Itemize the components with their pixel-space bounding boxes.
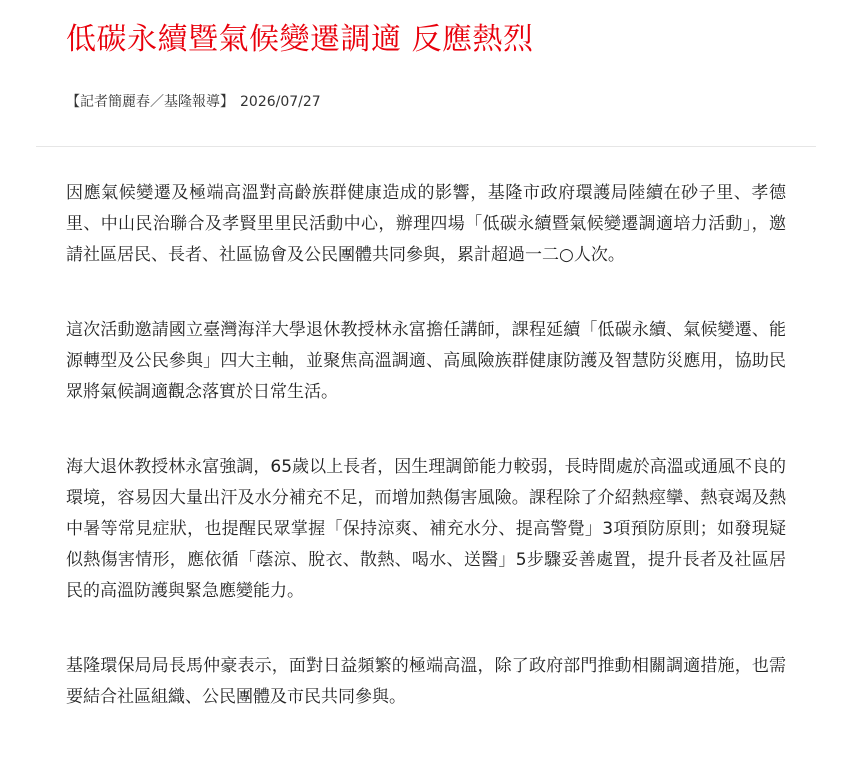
- header-divider: [36, 146, 816, 147]
- article-byline: [66, 92, 321, 112]
- reporter-credit: 【記者簡麗春／基隆報導】: [66, 94, 234, 110]
- article-paragraph: 基隆環保局局長馬仲豪表示，面對日益頻繁的極端高溫，除了政府部門推動相關調適措施，也需要結合社區組織、公民團體及市民共同參與。: [66, 656, 786, 707]
- article-body: [66, 178, 786, 757]
- article-paragraph: 海大退休教授林永富強調，65歲以上長者，因生理調節能力較弱，長時間處於高溫或通風不良的環境，容易因大量出汗及水分補充不足，而增加熱傷害風險。課程除了介紹熱痙攣、熱衰竭及熱中暑等常見症狀，也提醒民眾掌握「保持涼爽、補充水分、提高警覺」3項預防原則；如發現疑似熱傷害情形，應依循「蔭涼、脫衣、散熱、喝水、送醫」5步驟妥善處置，提升長者及社區居民的高溫防護與緊急應變能力。: [66, 457, 786, 601]
- article-headline: 低碳永續暨氣候變遷調適 反應熱烈: [66, 22, 534, 57]
- article-paragraph: 這次活動邀請國立臺灣海洋大學退休教授林永富擔任講師，課程延續「低碳永續、氣候變遷、能源轉型及公民參與」四大主軸，並聚焦高溫調適、高風險族群健康防護及智慧防災應用，協助民眾將氣候調適觀念落實於日常生活。: [66, 320, 786, 402]
- article-paragraph: 因應氣候變遷及極端高溫對高齡族群健康造成的影響，基隆市政府環護局陸續在砂子里、孝德里、中山民治聯合及孝賢里里民活動中心，辦理四場「低碳永續暨氣候變遷調適培力活動」，邀請社區居民、長者、社區協會及公民團體共同參與，累計超過一二○人次。: [66, 183, 786, 265]
- publish-date: 2026/07/27: [240, 94, 321, 110]
